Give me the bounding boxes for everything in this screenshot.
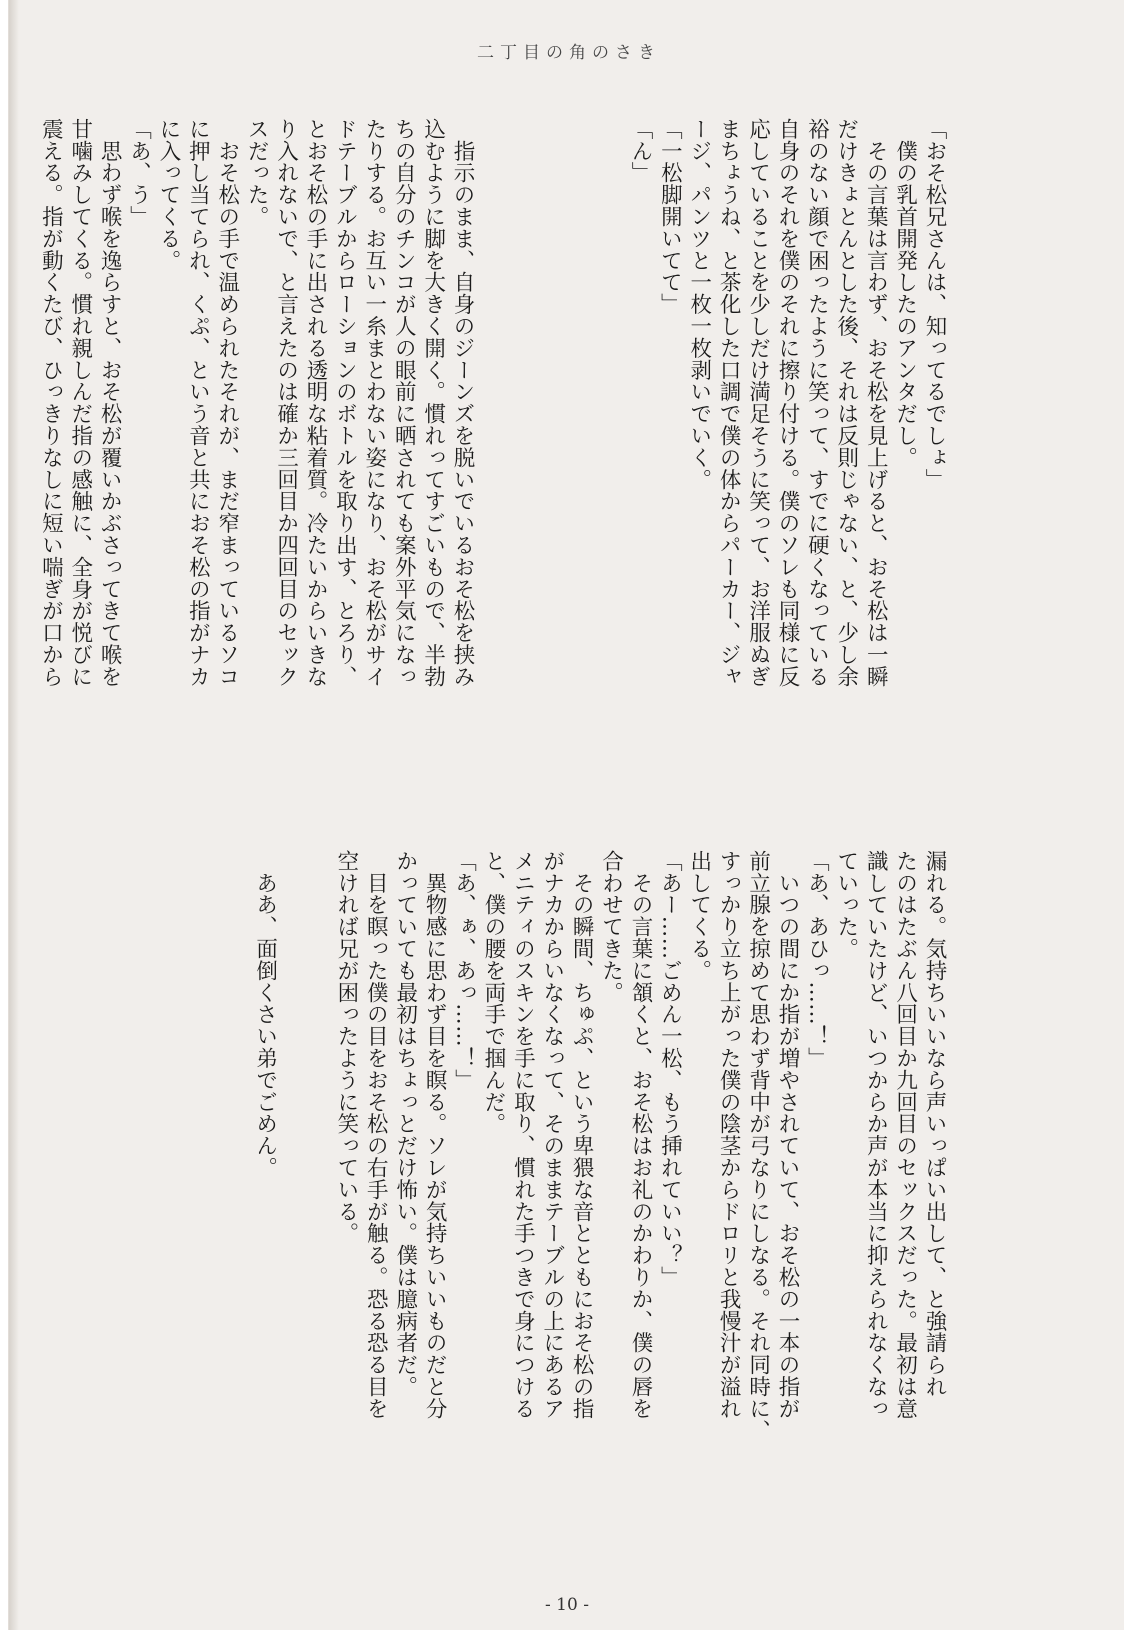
book-page	[8, 0, 1124, 1630]
text-block-bottom-left: ああ、面倒くさい弟でごめん。	[252, 871, 278, 1179]
running-header-title: 二丁目の角のさき	[477, 43, 661, 63]
text-block-top-right: 「おそ松兄さんは、知ってるでしょ」 僕の乳首開発したのアンタだし。 その言葉は言わず、おそ松を見上げると、おそ松は一瞬 だけきょとんとした後、それは反則じゃない、と、少し余 裕のない顔で困ったように笑って、すでに硬くなっている 自身のそれを僕のそれに擦り付ける。僕のソレも同様に反 応していることを少しだけ満足そうに笑って、お洋服ぬぎ まちょうね、と茶化した口調で僕の体からパーカー、ジャ ージ、パンツと一枚一枚剥いでいく。 「一松脚開いてて」 「ん」	[627, 118, 947, 688]
page-edge-shadow	[9, 0, 19, 1630]
text-block-bottom-right: 漏れる。気持ちいいなら声いっぱい出して、と強請られ たのはたぶん八回目か九回目のセックスだった。最初は意 識していたけど、いつからか声が本当に抑えられなくなっ ていった。 「あ、あひっ……！」 いつの間にか指が増やされていて、おそ松の一本の指が 前立腺を掠めて思わず背中が弓なりにしなる。それ同時に、 すっかり立ち上がった僕の陰茎からドロリと我慢汁が溢れ 出してくる。 「あー……ごめん一松、もう挿れていい？」 その言葉に頷くと、おそ松はお礼のかわりか、僕の唇を 合わせてきた。 その瞬間、ちゅぷ、という卑猥な音とともにおそ松の指 がナカからいなくなって、そのままテーブルの上にあるア メニティのスキンを手に取り、慣れた手つきで身につける と、僕の腰を両手で掴んだ。 「あ、ぁ、あっ……！」 異物感に思わず目を瞑る。ソレが気持ちいいものだと分 かっていても最初はちょっとだけ怖い。僕は臆病者だ。 目を瞑った僕の目をおそ松の右手が触る。恐る恐る目を 空ければ兄が困ったように笑っている。	[333, 850, 947, 1442]
text-block-top-left: 指示のまま、自身のジーンズを脱いでいるおそ松を挟み 込むように脚を大きく開く。慣れってすごいもので、半勃 ちの自分のチンコが人の眼前に晒されても案外平気になっ たりする。お互い一糸まとわない姿になり、おそ松がサイ ドテーブルからローションのボトルを取り出す、とろり、 とおそ松の手に出される透明な粘着質。冷たいからいきな り入れないで、と言えたのは確か三回目か四回目のセック スだった。 おそ松の手で温められたそれが、まだ窄まっているソコ に押し当てられ、くぷ、という音と共におそ松の指がナカ に入ってくる。 「あ、う」 思わず喉を逸らすと、おそ松が覆いかぶさってきて喉を 甘噛みしてくる。慣れ親しんだ指の感触に、全身が悦びに 震える。指が動くたび、ひっきりなしに短い喘ぎが口から	[38, 118, 475, 688]
page-number: - 10 -	[545, 1595, 589, 1615]
